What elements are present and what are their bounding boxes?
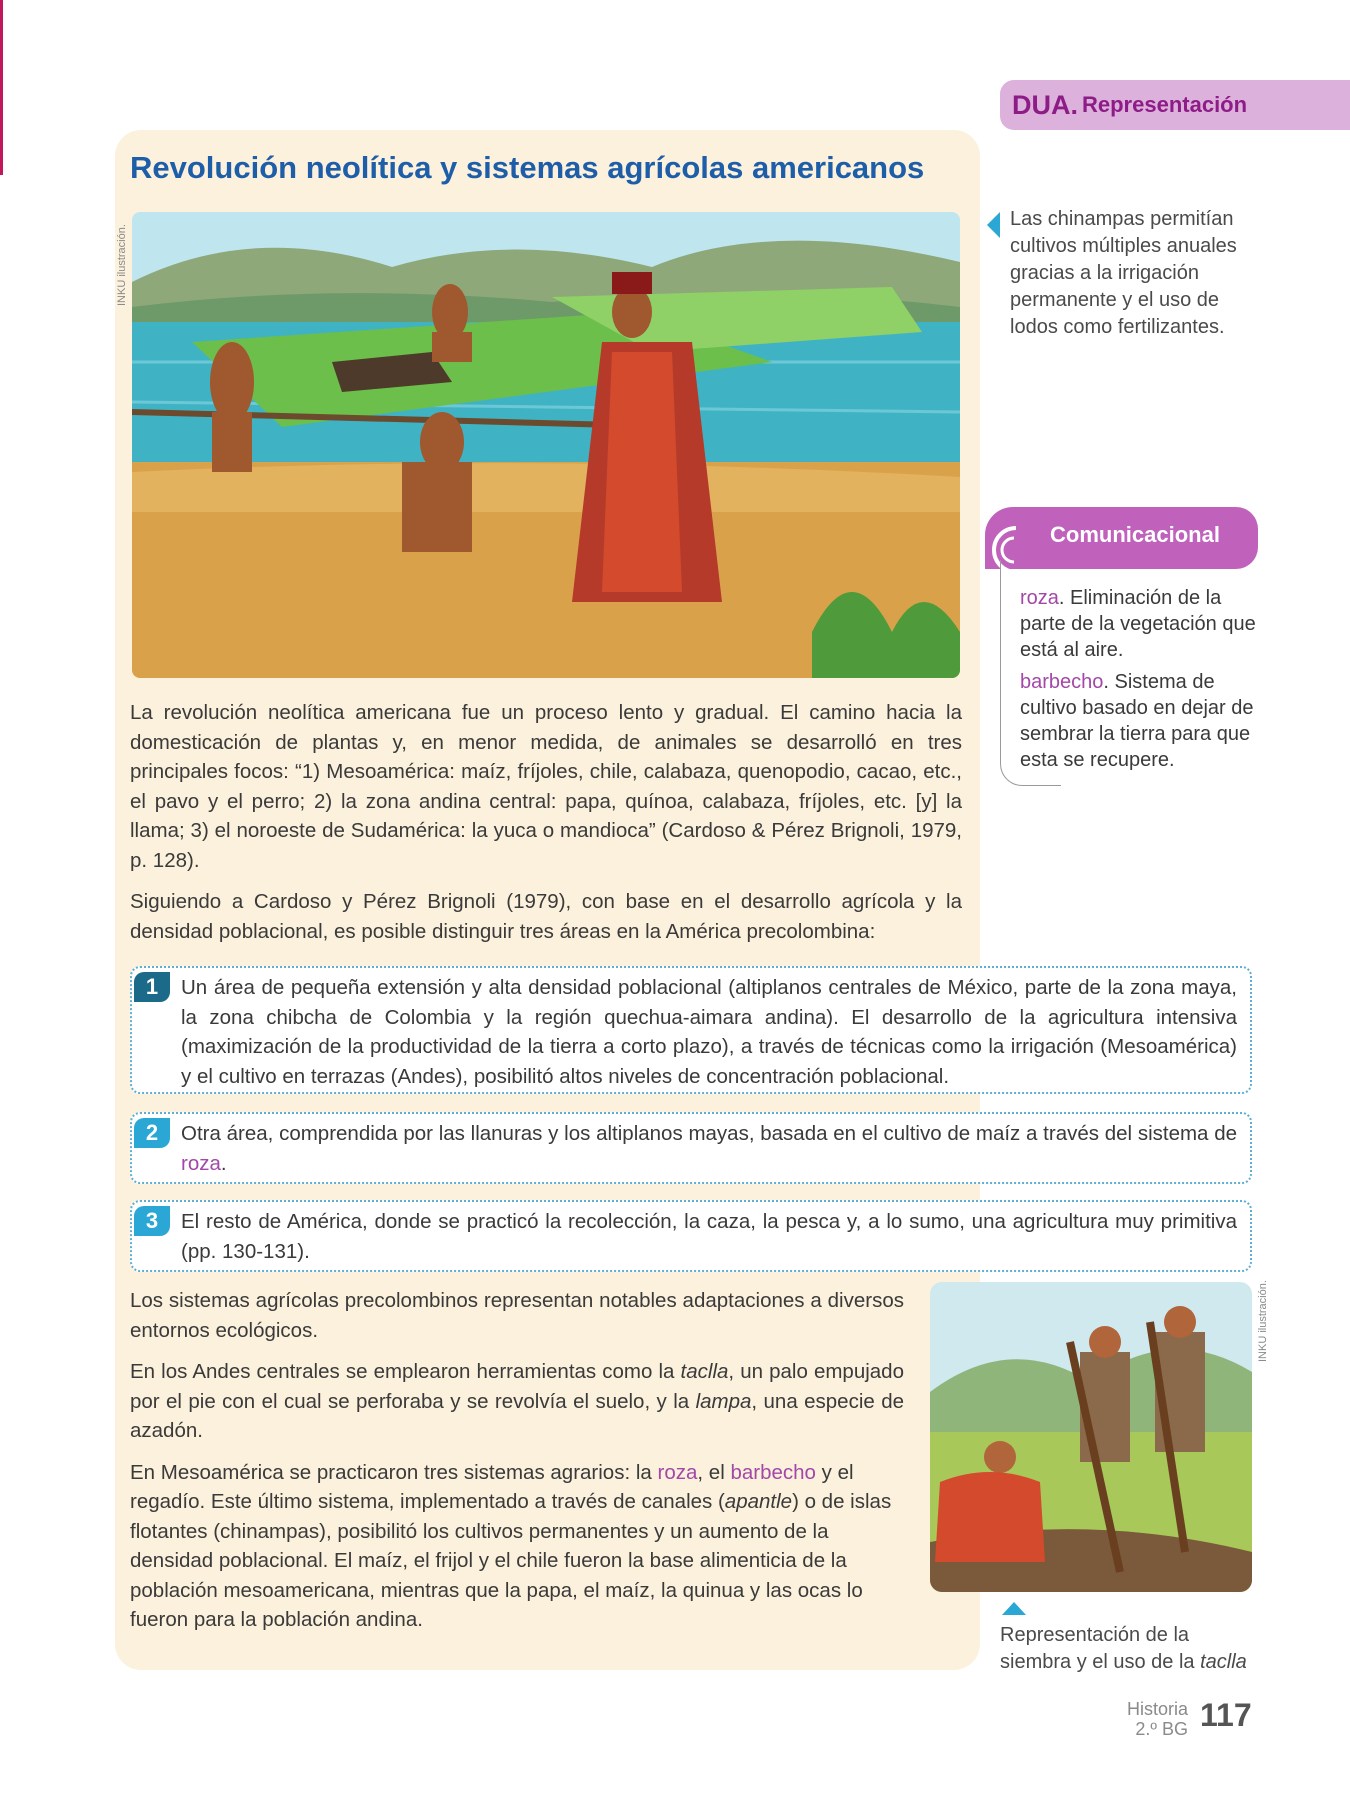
taclla-caption bbox=[1000, 1622, 1260, 1676]
p4-a: En los Andes centrales se emplearon herramientas como la bbox=[130, 1360, 681, 1383]
p5-apantle: apantle bbox=[724, 1490, 793, 1513]
p4-taclla: taclla bbox=[680, 1360, 729, 1383]
chinampas-illustration bbox=[132, 212, 960, 678]
page-title: Revolución neolítica y sistemas agrícolas americanos bbox=[130, 150, 925, 185]
glossary-barbecho bbox=[1020, 669, 1265, 773]
footer-subject: Historia bbox=[1126, 1699, 1188, 1719]
p5-roza: roza bbox=[657, 1460, 698, 1484]
glossary-roza bbox=[1020, 585, 1265, 663]
caption-pointer-icon bbox=[987, 212, 1000, 238]
glossary bbox=[1020, 585, 1265, 779]
p5-barbecho: barbecho bbox=[730, 1460, 816, 1484]
p4-c: , una especie de azadón. bbox=[130, 1389, 904, 1442]
area-number-badge: 2 bbox=[134, 1118, 170, 1148]
glossary-roza-def: . Eliminación de la parte de la vegetación que está al aire. bbox=[1020, 587, 1256, 661]
intro-text bbox=[130, 698, 962, 958]
area-text-2 bbox=[181, 1119, 1237, 1178]
paragraph-5 bbox=[130, 1458, 904, 1635]
dua-tag bbox=[1000, 80, 1350, 130]
area-text-1: Un área de pequeña extensión y alta densidad poblacional (altiplanos centrales de México, parte de la zona maya, la zona chibcha de Colombia y la región quechua-aimara andina). El desarrollo de la agricultura intensiva (maximización de la productividad de la tierra a corto plazo), a través de técnicas como la irrigación (Mesoamérica) y el cultivo en terrazas (Andes), posibilitó altos niveles de concentración poblacional. bbox=[181, 976, 1237, 1088]
paragraph-4 bbox=[130, 1357, 904, 1446]
area-number-badge: 1 bbox=[134, 972, 170, 1002]
area-text-2-before: Otra área, comprendida por las llanuras y los altiplanos mayas, basada en el cultivo de maíz a través del sistema de bbox=[181, 1122, 1237, 1145]
paragraph-3: Los sistemas agrícolas precolombinos representan notables adaptaciones a diversos entornos ecológicos. bbox=[130, 1289, 904, 1342]
paragraph-1: La revolución neolítica americana fue un proceso lento y gradual. El camino hacia la domesticación de plantas y, en menor medida, de animales se desarrolló en tres principales focos: “1) Mesoamérica: maíz, fríjoles, chile, calabaza, quenopodio, cacao, etc., el pavo y el perro; 2) la zona andina central: papa, quínoa, calabaza, fríjoles, etc. [y] la llama; 3) el noroeste de Sudamérica: la yuca o mandioca” (Cardoso & Pérez Brignoli, 1979, p. 128). bbox=[130, 701, 962, 872]
caption-pointer-icon bbox=[1002, 1602, 1026, 1615]
lower-text bbox=[130, 1286, 904, 1647]
page-edge-bar bbox=[0, 0, 3, 175]
area-text-2-term: roza bbox=[181, 1151, 221, 1175]
p5-b: , el bbox=[697, 1460, 731, 1484]
caption2-text: Representación de la siembra y el uso de la bbox=[1000, 1624, 1201, 1673]
p4-b: , un palo empujado por el pie con el cual se perforaba y se revolvía el suelo, y la bbox=[130, 1360, 904, 1413]
area-number-badge: 3 bbox=[134, 1206, 170, 1236]
p4-lampa: lampa bbox=[695, 1389, 752, 1413]
area-text-3: El resto de América, donde se practicó la recolección, la caza, la pesca y, a lo sumo, una agricultura muy primitiva (pp. 130-131). bbox=[181, 1210, 1237, 1263]
area-text-2-after: . bbox=[220, 1151, 227, 1175]
chinampas-caption: Las chinampas permitían cultivos múltiples anuales gracias a la irrigación permanente y el uso de lodos como fertilizantes. bbox=[1010, 208, 1237, 338]
p5-a: En Mesoamérica se practicaron tres sistemas agrarios: la bbox=[130, 1460, 658, 1484]
taclla-illustration bbox=[930, 1282, 1252, 1592]
glossary-barbecho-def: . Sistema de cultivo basado en dejar de sembrar la tierra para que esta se recupere. bbox=[1020, 671, 1254, 771]
illustration-credit: INKU ilustración. bbox=[116, 224, 128, 306]
p5-c: y el regadío. Este último sistema, implementado a través de canales ( bbox=[130, 1460, 854, 1513]
paragraph-2: Siguiendo a Cardoso y Pérez Brignoli (1979), con base en el desarrollo agrícola y la densidad poblacional, es posible distinguir tres áreas en la América precolombina: bbox=[130, 890, 962, 943]
caption2-taclla: taclla bbox=[1200, 1651, 1247, 1673]
footer-grade: 2.º BG bbox=[1135, 1719, 1188, 1739]
page-number: 117 bbox=[1200, 1697, 1252, 1733]
comunicacional-title: Comunicacional bbox=[1050, 522, 1220, 547]
illustration-credit: INKU ilustración. bbox=[1257, 1280, 1269, 1362]
p5-d: ) o de islas flotantes (chinampas), posibilitó los cultivos permanentes y un aumento de la densidad poblacional. El maíz, el frijol y el chile fueron la base alimenticia de la población mesoamericana, mientras que la papa, el maíz, la quinua y las ocas lo fueron para la población andina. bbox=[130, 1490, 892, 1631]
glossary-roza-term: roza bbox=[1020, 587, 1059, 609]
dua-label: Representación bbox=[1082, 92, 1248, 117]
dua-prefix: DUA. bbox=[1012, 89, 1078, 120]
glossary-barbecho-term: barbecho bbox=[1020, 671, 1104, 693]
